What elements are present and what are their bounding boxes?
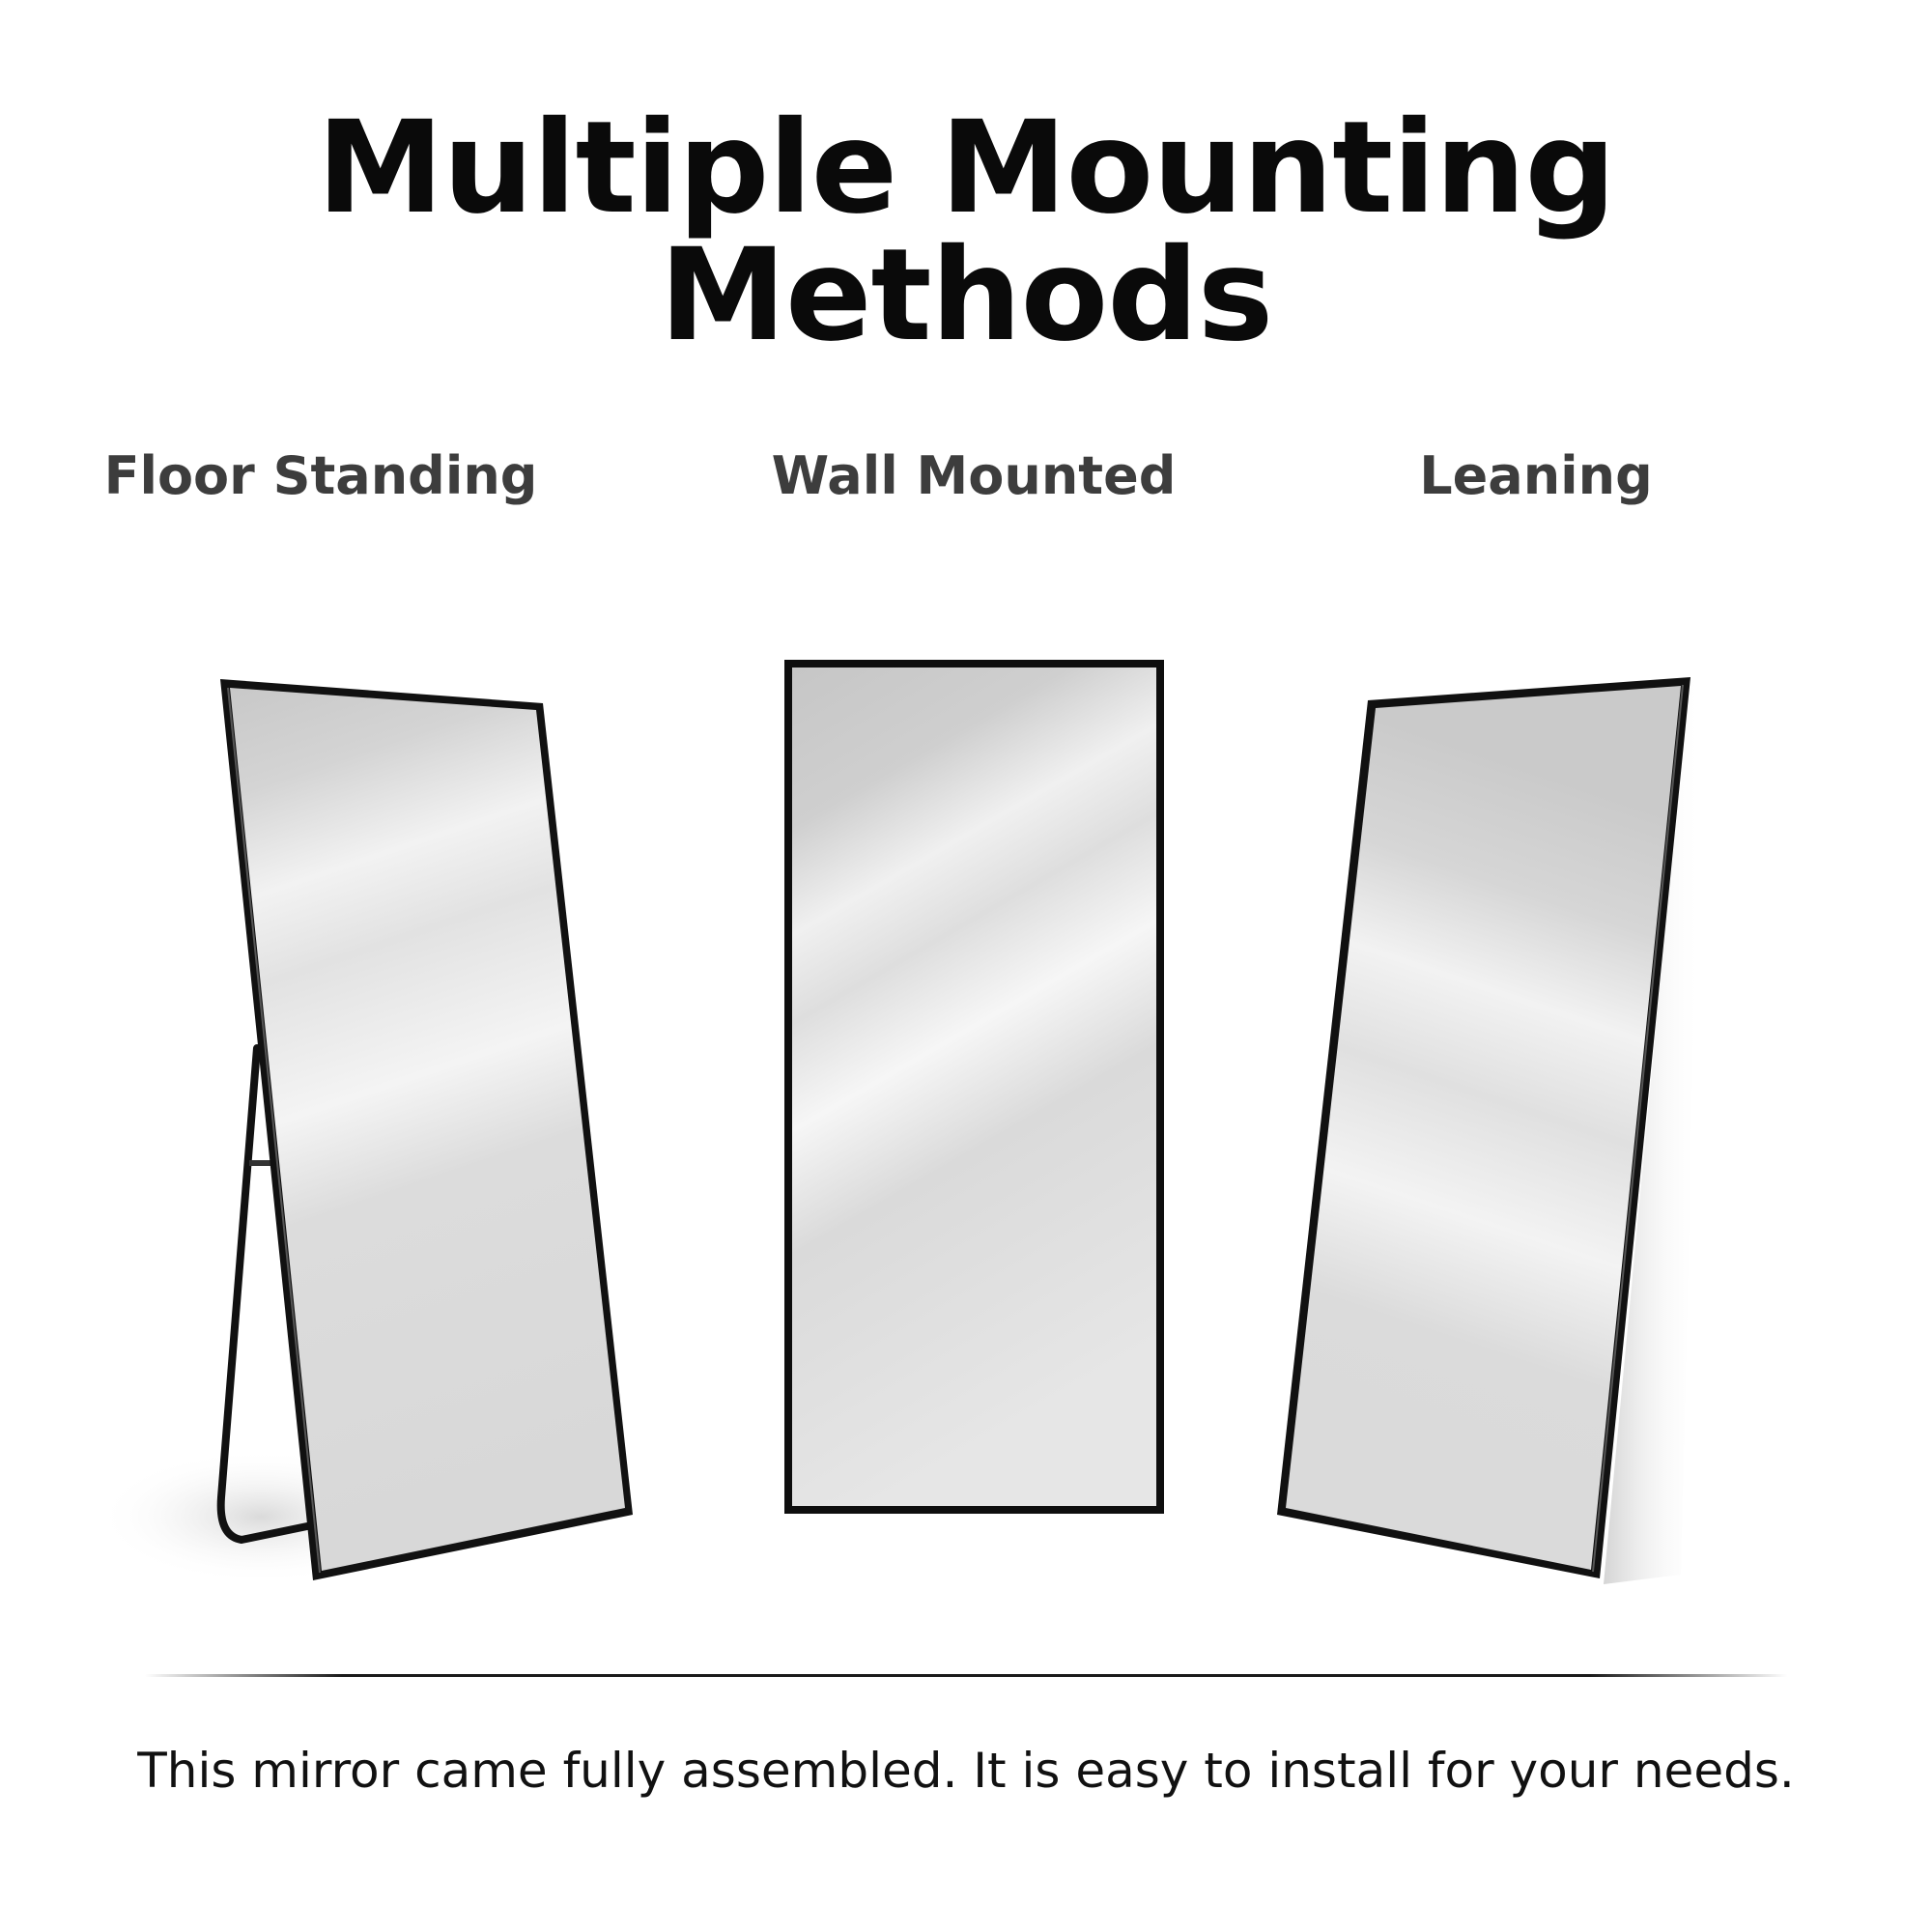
- caption-text: This mirror came fully assembled. It is easy to install for your needs.: [137, 1743, 1795, 1799]
- mirror-glass: [230, 688, 625, 1571]
- label-floor-standing: Floor Standing: [103, 445, 538, 506]
- divider-line: [145, 1674, 1787, 1677]
- mirror-glass: [792, 668, 1156, 1506]
- leaning-mirror: [1277, 677, 1702, 1584]
- wall-mounted-mirror: [784, 660, 1164, 1514]
- floor-standing-mirror: [97, 679, 633, 1584]
- page-title: Multiple Mounting Methods: [317, 94, 1615, 370]
- label-leaning: Leaning: [1419, 445, 1653, 506]
- label-wall-mounted: Wall Mounted: [771, 445, 1177, 506]
